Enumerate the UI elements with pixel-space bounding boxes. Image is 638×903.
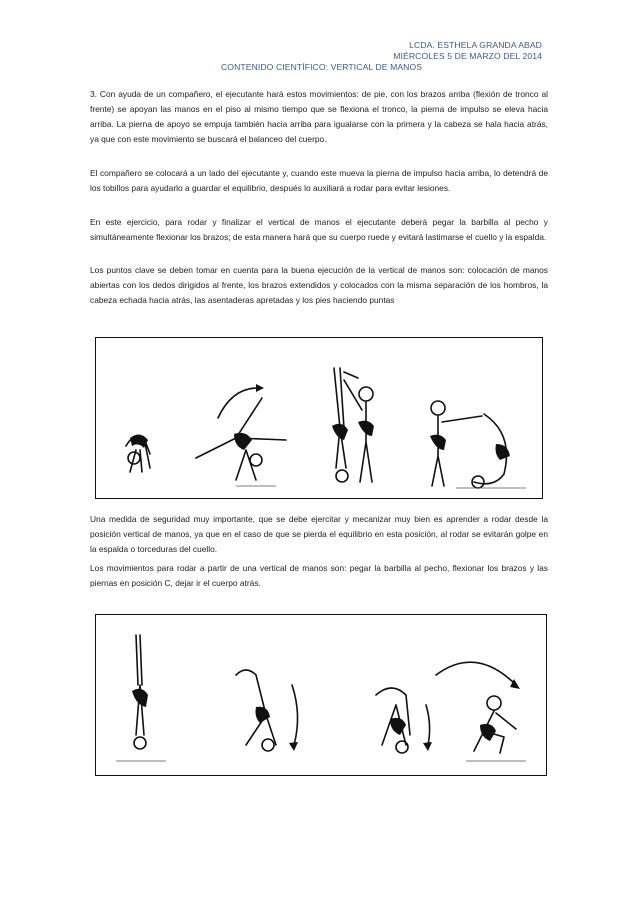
gymnast-landing-crouch [436,662,526,761]
gymnast-kick-up [196,384,286,486]
handstand-figure-1-svg [96,338,542,498]
handstand-roll-sequence-illustration [95,614,547,776]
gymnast-vertical-handstand [116,635,166,761]
paragraph-key-points: Los puntos clave se deben tomar en cuenta para la buena ejecución de la vertical de manos son: colocación de manos abiertas con los dedos dirigidos al frente, los brazos extendidos y colocados con la misma separación de los hombros, la cabeza echada hacia atrás, las asentaderas apretadas y los pies haciendo puntas [90,265,548,305]
gymnast-tuck-roll [376,688,432,753]
paragraph-safety-measure: Una medida de seguridad muy importante, que se debe ejercitar y mecanizar muy bien es aprender a rodar desde la posición vertical de manos, ya que en el caso de que se pierda el equilibrio en esta posición, al rodar se evitarán golpe en la espalda o torceduras del cuello. [90,514,548,554]
gymnast-tuck-start [236,670,298,751]
handstand-with-partner-sequence-illustration [95,337,543,499]
gymnast-handstand-with-partner [332,368,374,482]
paragraph-finish-roll: En este ejercicio, para rodar y finalizar el vertical de manos el ejecutante deberá pegar la barbilla al pecho y simultáneamente flexionar los brazos; de esta manera hará que su cuerpo ruede y evitará lastimarse el cuello y la espalda. [90,217,548,242]
handstand-figure-2-svg [96,615,546,775]
document-topic: CONTENIDO CIENTÍFICO: VERTICAL DE MANOS [221,62,423,72]
paragraph-roll-movements: Los movimientos para rodar a partir de una vertical de manos son: pegar la barbilla al pecho, flexionar los brazos y las piernas en posición C, dejar ir el cuerpo atrás. [90,563,548,588]
paragraph-partner-role: El compañero se colocará a un lado del ejecutante y, cuando este mueva la pierna de impulso hacia arriba, lo detendrá de los tobillos para ayudarlo a guardar el equilibrio, después lo auxiliará a rodar para evitar lesiones. [90,168,548,193]
document-date: MIÉRCOLES 5 DE MARZO DEL 2014 [393,51,542,61]
gymnast-rolling-with-partner [430,401,526,488]
gymnast-bent-over [126,434,150,472]
paragraph-exercise-3: 3. Con ayuda de un compañero, el ejecutante hará estos movimientos: de pie, con los brazos arriba (flexión de tronco al frente) se apoyan las manos en el piso al mismo tiempo que se flexiona el tronco, la pierna de impulso se eleva hacia arriba. La pierna de apoyo se empuja también hacia arriba para igualarse con la primera y la cabeza se hala hacia atrás, ya que con este movimiento se buscará el balanceo del cuerpo. [90,89,548,144]
author-name: LCDA. ESTHELA GRANDA ABAD [409,40,542,50]
